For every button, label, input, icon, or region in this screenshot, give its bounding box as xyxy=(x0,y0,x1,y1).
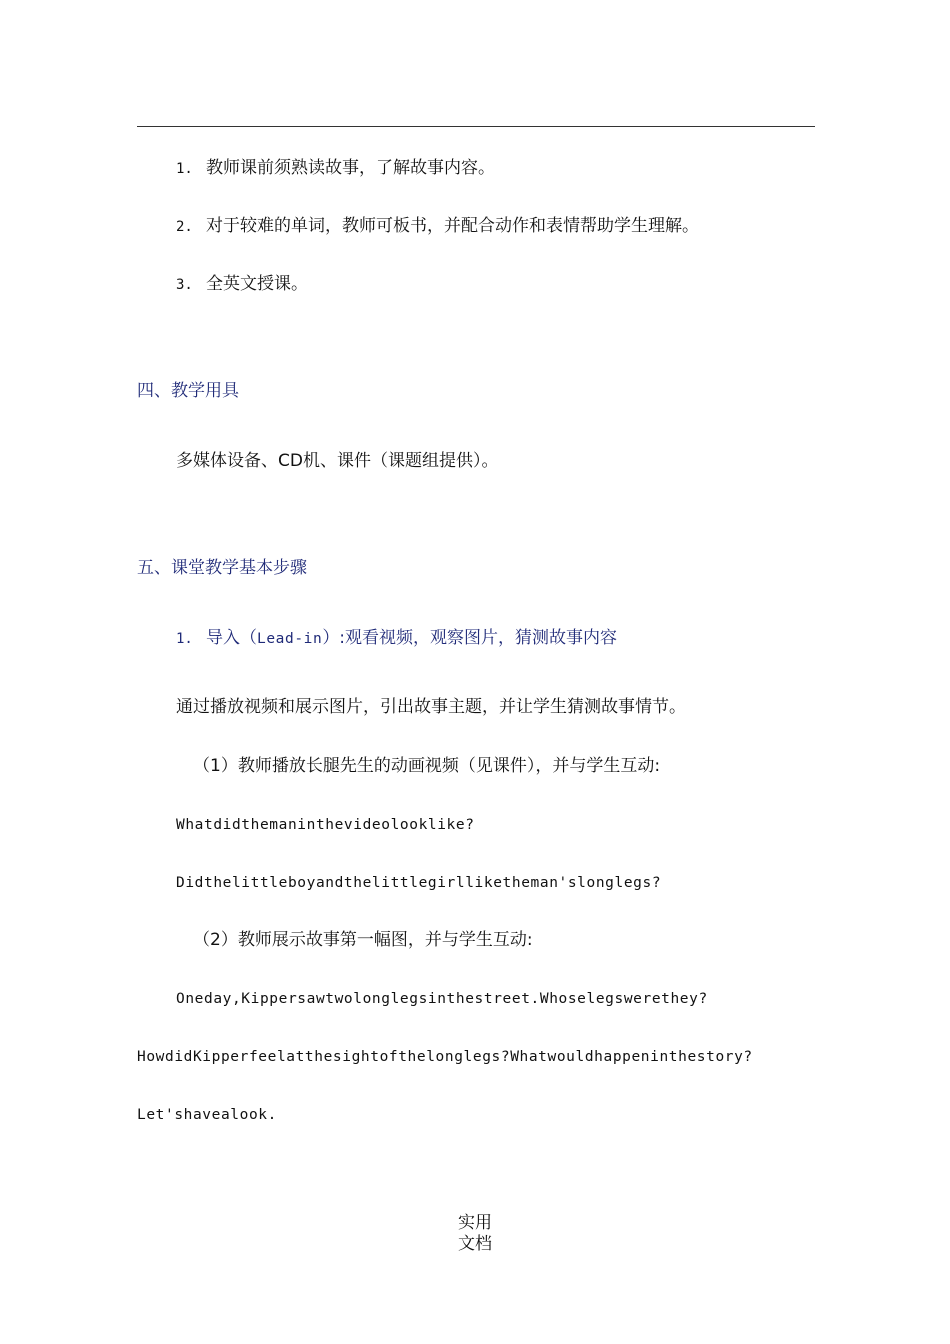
tip-text: 教师课前须熟读故事，了解故事内容。 xyxy=(206,158,495,178)
step-title-part-c: ）:观看视频，观察图片，猜测故事内容 xyxy=(322,628,618,648)
footer-line-1: 实用 xyxy=(458,1213,492,1233)
tip-text: 全英文授课。 xyxy=(206,274,308,294)
tip-number: 1. xyxy=(176,161,193,177)
question-2: Didthelittleboyandthelittlegirlliketheman'slonglegs? xyxy=(176,875,662,891)
tip-number: 2. xyxy=(176,219,193,235)
section-4-body: 多媒体设备、CD机、课件（课题组提供）。 xyxy=(176,451,499,471)
tip-text: 对于较难的单词，教师可板书，并配合动作和表情帮助学生理解。 xyxy=(206,216,699,236)
question-4: HowdidKipperfeelatthesightofthelonglegs?Whatwouldhappeninthestory? xyxy=(137,1049,753,1065)
step-1-intro: 通过播放视频和展示图片，引出故事主题，并让学生猜测故事情节。 xyxy=(176,697,686,717)
header-rule xyxy=(137,126,815,127)
question-5: Let'shavealook. xyxy=(137,1107,277,1123)
question-1: Whatdidthemaninthevideolooklike? xyxy=(176,817,475,833)
page-footer xyxy=(0,1213,950,1255)
question-3: Oneday,Kippersawtwolonglegsinthestreet.Whoselegswerethey? xyxy=(176,991,708,1007)
step-title-part-a: 导入（ xyxy=(206,628,257,648)
step-title-lead-in: Lead-in xyxy=(257,631,323,647)
step-number: 1. xyxy=(176,631,193,647)
tip-item-3 xyxy=(176,273,308,296)
activity-1: （1）教师播放长腿先生的动画视频（见课件），并与学生互动: xyxy=(193,756,661,776)
activity-2: （2）教师展示故事第一幅图，并与学生互动: xyxy=(193,930,533,950)
footer-line-2: 文档 xyxy=(458,1234,492,1254)
section-4-heading: 四、教学用具 xyxy=(137,381,239,401)
tip-item-1 xyxy=(176,157,495,180)
step-1-title xyxy=(176,627,617,650)
section-5-heading: 五、课堂教学基本步骤 xyxy=(137,558,307,578)
tip-item-2 xyxy=(176,215,699,238)
tip-number: 3. xyxy=(176,277,193,293)
